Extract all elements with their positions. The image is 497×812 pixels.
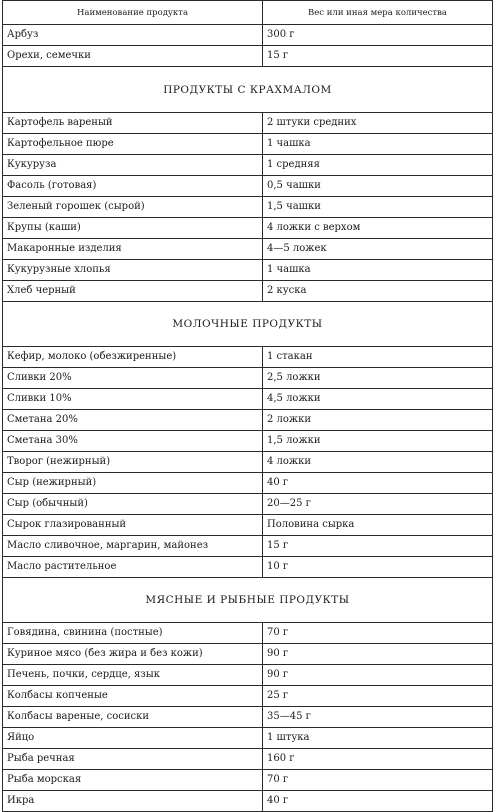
table-row [3, 728, 493, 749]
table-row [3, 281, 493, 302]
measure-cell: 2 ложки [263, 410, 493, 431]
table-row [3, 239, 493, 260]
measure-cell: 1,5 ложки [263, 431, 493, 452]
measure-cell: 4—5 ложек [263, 239, 493, 260]
product-cell: Икра [3, 791, 263, 812]
table-row [3, 347, 493, 368]
section-title: МЯСНЫЕ И РЫБНЫЕ ПРОДУКТЫ [3, 578, 493, 623]
measure-cell: 10 г [263, 557, 493, 578]
measure-cell: 4,5 ложки [263, 389, 493, 410]
product-cell: Печень, почки, сердце, язык [3, 665, 263, 686]
table-row [3, 644, 493, 665]
product-cell: Сыр (нежирный) [3, 473, 263, 494]
table-row [3, 749, 493, 770]
product-cell: Картофель вареный [3, 113, 263, 134]
product-cell: Кукурузные хлопья [3, 260, 263, 281]
product-cell: Сырок глазированный [3, 515, 263, 536]
product-cell: Сыр (обычный) [3, 494, 263, 515]
product-cell: Кефир, молоко (обезжиренные) [3, 347, 263, 368]
measure-cell: 300 г [263, 25, 493, 46]
product-cell: Макаронные изделия [3, 239, 263, 260]
measure-cell: 2 штуки средних [263, 113, 493, 134]
section-heading-row [3, 67, 493, 113]
table-row [3, 113, 493, 134]
section-heading-row [3, 578, 493, 623]
measure-cell: 160 г [263, 749, 493, 770]
table-row [3, 260, 493, 281]
product-cell: Масло растительное [3, 557, 263, 578]
measure-cell: Половина сырка [263, 515, 493, 536]
section-title: МОЛОЧНЫЕ ПРОДУКТЫ [3, 302, 493, 347]
measure-cell: 1,5 чашки [263, 197, 493, 218]
product-cell: Картофельное пюре [3, 134, 263, 155]
measure-cell: 40 г [263, 791, 493, 812]
product-cell: Колбасы копченые [3, 686, 263, 707]
product-cell: Творог (нежирный) [3, 452, 263, 473]
product-cell: Арбуз [3, 25, 263, 46]
product-cell: Орехи, семечки [3, 46, 263, 67]
measure-cell: 20—25 г [263, 494, 493, 515]
measure-cell: 15 г [263, 46, 493, 67]
product-cell: Масло сливочное, маргарин, майонез [3, 536, 263, 557]
product-cell: Говядина, свинина (постные) [3, 623, 263, 644]
table-row [3, 389, 493, 410]
table-row [3, 494, 493, 515]
product-cell: Фасоль (готовая) [3, 176, 263, 197]
table-row [3, 176, 493, 197]
table-row [3, 770, 493, 791]
header-measure: Вес или иная мера количества [263, 1, 493, 25]
measure-cell: 70 г [263, 623, 493, 644]
product-cell: Яйцо [3, 728, 263, 749]
header-product: Наименование продукта [3, 1, 263, 25]
product-cell: Сливки 20% [3, 368, 263, 389]
product-cell: Сливки 10% [3, 389, 263, 410]
table-row [3, 368, 493, 389]
measure-cell: 90 г [263, 644, 493, 665]
measure-cell: 4 ложки с верхом [263, 218, 493, 239]
table-row [3, 791, 493, 812]
measure-cell: 4 ложки [263, 452, 493, 473]
table-row [3, 623, 493, 644]
document-page [2, 0, 492, 812]
product-cell: Кукуруза [3, 155, 263, 176]
measure-cell: 1 средняя [263, 155, 493, 176]
measure-cell: 90 г [263, 665, 493, 686]
measure-cell: 1 чашка [263, 134, 493, 155]
table-row [3, 25, 493, 46]
table-row [3, 686, 493, 707]
table-row [3, 134, 493, 155]
measure-cell: 2 куска [263, 281, 493, 302]
product-cell: Крупы (каши) [3, 218, 263, 239]
measure-cell: 1 стакан [263, 347, 493, 368]
measure-cell: 1 штука [263, 728, 493, 749]
table-row [3, 473, 493, 494]
table-row [3, 431, 493, 452]
table-row [3, 218, 493, 239]
product-cell: Сметана 30% [3, 431, 263, 452]
product-cell: Куриное мясо (без жира и без кожи) [3, 644, 263, 665]
measure-cell: 25 г [263, 686, 493, 707]
table-row [3, 536, 493, 557]
measure-cell: 40 г [263, 473, 493, 494]
product-cell: Рыба речная [3, 749, 263, 770]
table-row [3, 557, 493, 578]
food-equivalents-table [2, 0, 493, 812]
table-row [3, 155, 493, 176]
table-row [3, 707, 493, 728]
section-heading-row [3, 302, 493, 347]
measure-cell: 70 г [263, 770, 493, 791]
measure-cell: 2,5 ложки [263, 368, 493, 389]
product-cell: Хлеб черный [3, 281, 263, 302]
table-row [3, 46, 493, 67]
product-cell: Колбасы вареные, сосиски [3, 707, 263, 728]
measure-cell: 15 г [263, 536, 493, 557]
measure-cell: 0,5 чашки [263, 176, 493, 197]
product-cell: Сметана 20% [3, 410, 263, 431]
measure-cell: 1 чашка [263, 260, 493, 281]
product-cell: Зеленый горошек (сырой) [3, 197, 263, 218]
product-cell: Рыба морская [3, 770, 263, 791]
table-row [3, 515, 493, 536]
measure-cell: 35—45 г [263, 707, 493, 728]
table-row [3, 410, 493, 431]
table-row [3, 197, 493, 218]
table-header-row [3, 1, 493, 25]
table-row [3, 452, 493, 473]
table-row [3, 665, 493, 686]
section-title: ПРОДУКТЫ С КРАХМАЛОМ [3, 67, 493, 113]
